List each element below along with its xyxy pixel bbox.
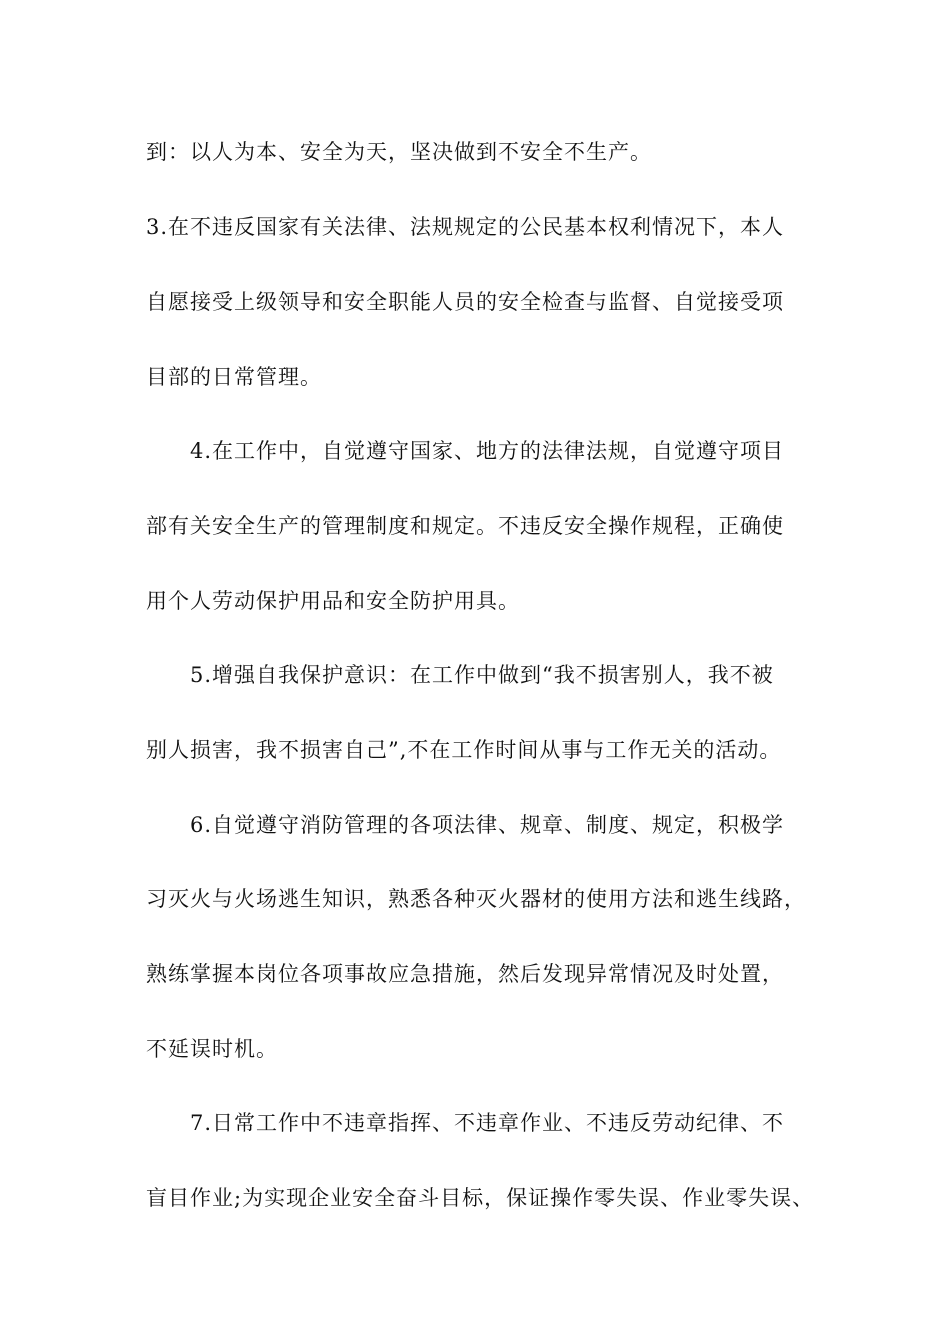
text-line-13: 不延误时机。 bbox=[146, 1037, 278, 1061]
text-line-12: 熟练掌握本岗位各项事故应急措施，然后发现异常情况及时处置， bbox=[146, 962, 784, 986]
text-line-15: 盲目作业;为实现企业安全奋斗目标，保证操作零失误、作业零失误、 bbox=[146, 1186, 815, 1210]
text-line-8: 5.增强自我保护意识：在工作中做到“我不损害别人，我不被 bbox=[190, 663, 774, 687]
text-line-5: 4.在工作中，自觉遵守国家、地方的法律法规，自觉遵守项目 bbox=[190, 439, 785, 463]
text-line-11: 习灭火与火场逃生知识，熟悉各种灭火器材的使用方法和逃生线路， bbox=[146, 887, 806, 911]
text-line-6: 部有关安全生产的管理制度和规定。不违反安全操作规程，正确使 bbox=[146, 514, 784, 538]
text-line-1: 到：以人为本、安全为天，坚决做到不安全不生产。 bbox=[146, 140, 652, 164]
text-line-7: 用个人劳动保护用品和安全防护用具。 bbox=[146, 589, 520, 613]
text-line-14: 7.日常工作中不违章指挥、不违章作业、不违反劳动纪律、不 bbox=[190, 1111, 785, 1135]
text-line-4: 目部的日常管理。 bbox=[146, 365, 322, 389]
text-line-3: 自愿接受上级领导和安全职能人员的安全检查与监督、自觉接受项 bbox=[146, 290, 784, 314]
text-line-9: 别人损害，我不损害自己”,不在工作时间从事与工作无关的活动。 bbox=[146, 738, 782, 762]
text-line-2: 3.在不违反国家有关法律、法规规定的公民基本权利情况下，本人 bbox=[146, 215, 785, 239]
text-line-10: 6.自觉遵守消防管理的各项法律、规章、制度、规定，积极学 bbox=[190, 813, 785, 837]
